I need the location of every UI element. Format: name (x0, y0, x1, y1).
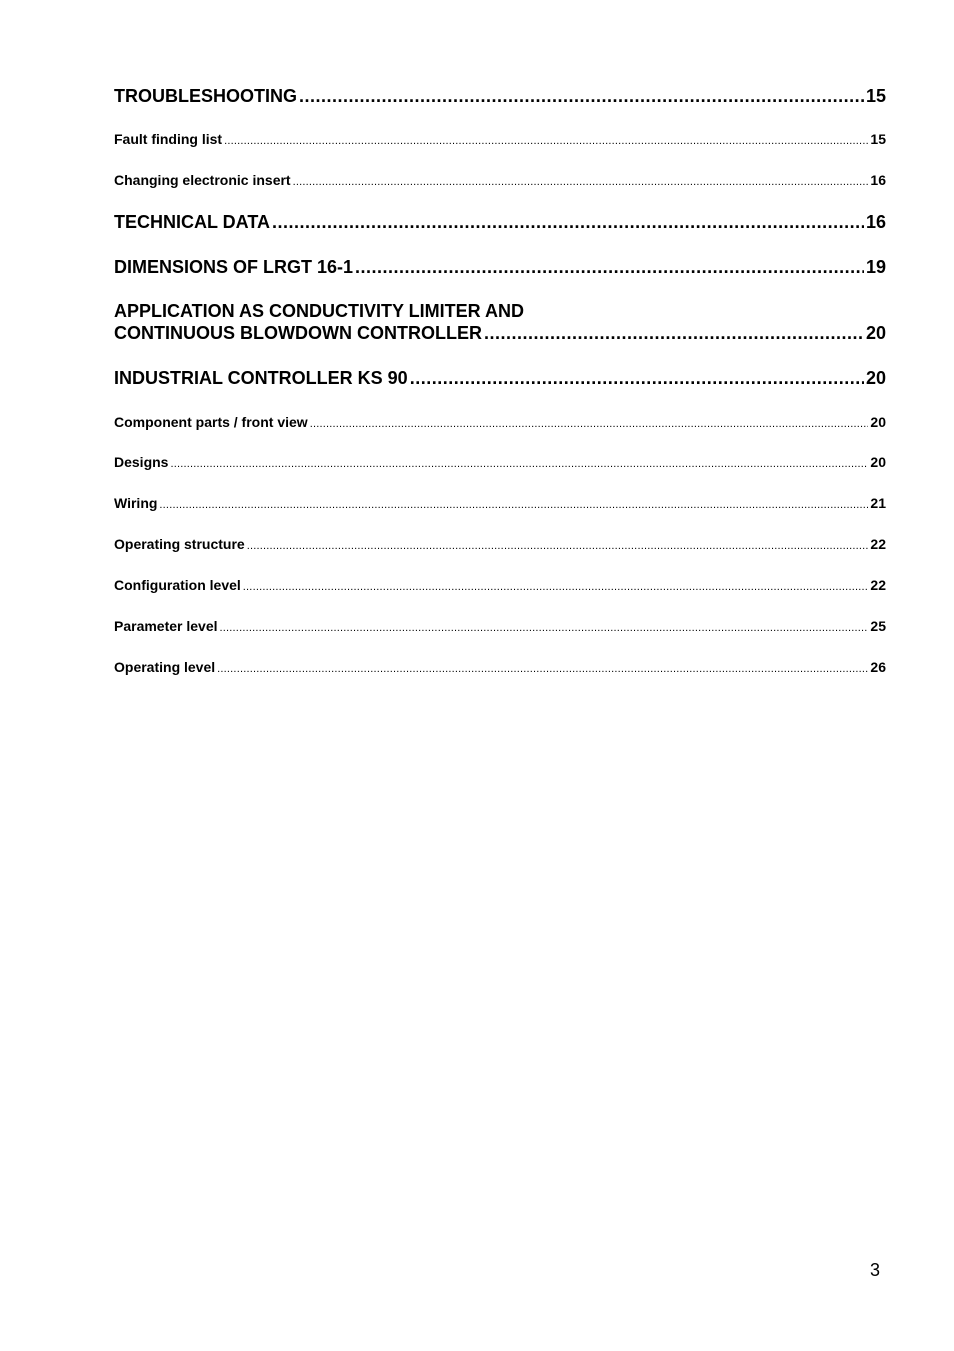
toc-leader-dots (410, 368, 864, 389)
toc-leader-dots (170, 458, 868, 470)
toc-entry-title: CONTINUOUS BLOWDOWN CONTROLLER (114, 323, 482, 343)
toc-entry-title: Fault finding list (114, 131, 223, 147)
toc-entry-title: Wiring (114, 495, 158, 511)
toc-entry-title: Configuration level (114, 577, 241, 593)
toc-entry-page: 16 (865, 212, 886, 232)
toc-entry-page: 22 (870, 536, 886, 552)
toc-entry-page: 20 (865, 323, 886, 343)
toc-entry-application[interactable] (114, 323, 886, 344)
toc-entry-changing-electronic-insert[interactable] (114, 172, 886, 188)
toc-entry-designs[interactable] (114, 454, 886, 470)
toc-entry-configuration-level[interactable] (114, 577, 886, 593)
toc-entry-title: Designs (114, 454, 169, 470)
toc-entry-title: Operating structure (114, 536, 245, 552)
toc-entry-page: 16 (870, 172, 886, 188)
toc-leader-dots (220, 622, 869, 634)
toc-entry-page: 21 (870, 495, 886, 511)
toc-entry-page: 26 (870, 659, 886, 675)
toc-entry-troubleshooting[interactable] (114, 86, 886, 107)
toc-entry-page: 22 (870, 577, 886, 593)
toc-entry-page: 20 (870, 414, 886, 430)
page-number: 3 (870, 1260, 881, 1280)
toc-entry-page: 25 (870, 618, 886, 634)
toc-leader-dots (217, 663, 868, 675)
toc-leader-dots (247, 540, 869, 552)
toc-entry-dimensions[interactable] (114, 257, 886, 278)
toc-leader-dots (159, 499, 868, 511)
toc-entry-operating-structure[interactable] (114, 536, 886, 552)
toc-leader-dots (355, 257, 864, 278)
toc-leader-dots (224, 135, 868, 147)
toc-entry-page: 15 (870, 131, 886, 147)
toc-entry-title: INDUSTRIAL CONTROLLER KS 90 (114, 368, 408, 388)
toc-entry-title: Changing electronic insert (114, 172, 291, 188)
toc-leader-dots (272, 212, 864, 233)
toc-entry-fault-finding-list[interactable] (114, 131, 886, 147)
toc-leader-dots (299, 86, 864, 107)
toc-leader-dots (484, 323, 864, 344)
toc-entry-parameter-level[interactable] (114, 618, 886, 634)
toc-entry-operating-level[interactable] (114, 659, 886, 675)
toc-entry-title: TROUBLESHOOTING (114, 86, 297, 106)
toc-entry-component-parts[interactable] (114, 414, 886, 430)
toc-entry-industrial-controller[interactable] (114, 368, 886, 389)
toc-entry-page: 19 (865, 257, 886, 277)
toc-entry-title: Parameter level (114, 618, 218, 634)
toc-entry-page: 20 (865, 368, 886, 388)
toc-leader-dots (310, 418, 869, 430)
toc-leader-dots (243, 581, 869, 593)
toc-entry-application-line1[interactable]: APPLICATION AS CONDUCTIVITY LIMITER AND (114, 301, 525, 321)
toc-entry-page: 15 (865, 86, 886, 106)
toc-entry-title: Operating level (114, 659, 216, 675)
toc-entry-title: Component parts / front view (114, 414, 308, 430)
toc-entry-title: TECHNICAL DATA (114, 212, 270, 232)
toc-leader-dots (293, 176, 869, 188)
toc-entry-page: 20 (870, 454, 886, 470)
toc-entry-technical-data[interactable] (114, 212, 886, 233)
toc-entry-wiring[interactable] (114, 495, 886, 511)
toc-entry-title: DIMENSIONS OF LRGT 16-1 (114, 257, 354, 277)
